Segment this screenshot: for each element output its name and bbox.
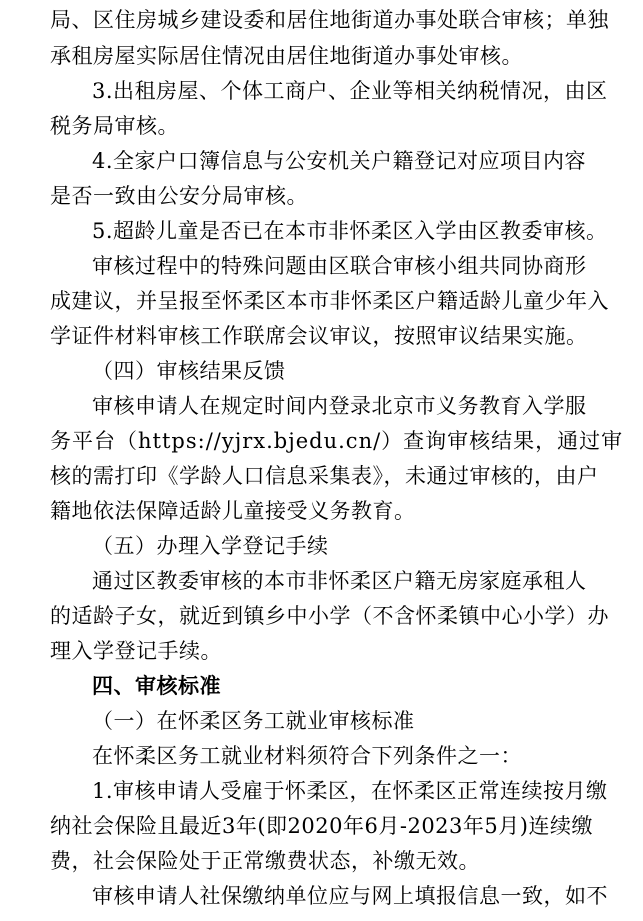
body-text-line: 审核申请人在规定时间内登录北京市义务教育入学服 <box>92 394 587 418</box>
body-text-line: 5.超龄儿童是否已在本市非怀柔区入学由区教委审核。 <box>92 219 608 243</box>
body-text-line: 费，社会保险处于正常缴费状态，补缴无效。 <box>50 849 480 873</box>
body-text-line: 通过区教委审核的本市非怀柔区户籍无房家庭承租人 <box>92 569 587 593</box>
body-text-line: 成建议，并呈报至怀柔区本市非怀柔区户籍适龄儿童少年入 <box>50 289 609 313</box>
body-text-line: 税务局审核。 <box>50 114 179 138</box>
body-text-line: 承租房屋实际居住情况由居住地街道办事处审核。 <box>50 44 523 68</box>
body-text-line: 学证件材料审核工作联席会议审议，按照审议结果实施。 <box>50 324 588 348</box>
body-text-line: 1.审核申请人受雇于怀柔区，在怀柔区正常连续按月缴 <box>92 779 608 803</box>
body-text-line: 3.出租房屋、个体工商户、企业等相关纳税情况，由区 <box>92 79 608 103</box>
chapter-heading: 四、审核标准 <box>92 674 221 698</box>
body-text-line: 局、区住房城乡建设委和居住地街道办事处联合审核；单独 <box>50 8 609 32</box>
body-text-line: 籍地依法保障适龄儿童接受义务教育。 <box>50 499 416 523</box>
section-heading: （五）办理入学登记手续 <box>92 534 329 558</box>
body-text-line: 审核申请人社保缴纳单位应与网上填报信息一致，如不 <box>92 884 608 908</box>
body-text-line: 理入学登记手续。 <box>50 639 222 663</box>
body-text-line: 核的需打印《学龄人口信息采集表》，未通过审核的，由户 <box>50 464 599 488</box>
body-text-line: 审核过程中的特殊问题由区联合审核小组共同协商形 <box>92 254 587 278</box>
body-text-line: 的适龄子女，就近到镇乡中小学（不含怀柔镇中心小学）办 <box>50 604 609 628</box>
body-text-line: 纳社会保险且最近3年(即2020年6月-2023年5月)连续缴 <box>50 814 593 838</box>
section-heading: （一）在怀柔区务工就业审核标准 <box>92 709 415 733</box>
body-text-line: 务平台（https://yjrx.bjedu.cn/）查询审核结果，通过审 <box>50 429 624 453</box>
body-text-line: 在怀柔区务工就业材料须符合下列条件之一： <box>92 744 522 768</box>
body-text-line: 是否一致由公安分局审核。 <box>50 184 308 208</box>
section-heading: （四）审核结果反馈 <box>92 359 286 383</box>
body-text-line: 4.全家户口簿信息与公安机关户籍登记对应项目内容 <box>92 149 587 173</box>
